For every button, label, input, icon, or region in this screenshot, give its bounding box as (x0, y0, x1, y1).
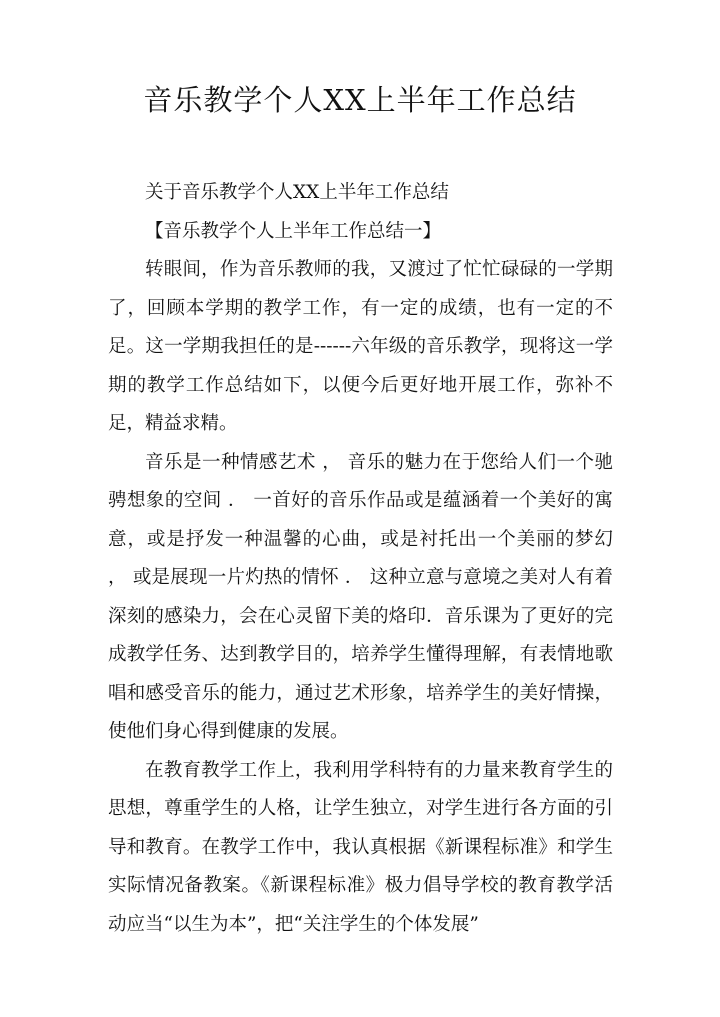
body-paragraph: 在教育教学工作上，我利用学科特有的力量来教育学生的思想，尊重学生的人格，让学生独立，对学生进行各方面的引导和教育。在教学工作中，我认真根据《新课程标准》和学生实际情况备教案。《新课程标准》极力倡导学校的教育教学活动应当“以生为本”，把“关注学生的个体发展” (108, 759, 613, 935)
body-paragraph: 转眼间，作为音乐教师的我，又渡过了忙忙碌碌的一学期了，回顾本学期的教学工作，有一定的成绩，也有一定的不足。这一学期我担任的是------六年级的音乐教学，现将这一学期的教学工作总结如下，以便今后更好地开展工作，弥补不足，精益求精。 (108, 259, 613, 434)
body-paragraph: 音乐是一种情感艺术 ， 音乐的魅力在于您给人们一个驰骋想象的空间 ． 一首好的音乐作品或是蕴涵着一个美好的寓意，或是抒发一种温馨的心曲，或是衬托出一个美丽的梦幻 ， 或是展现一片灼热的情怀 ． 这种立意与意境之美对人有着深刻的感染力，会在心灵留下美的烙印．音乐课为了更好的完成教学任务、达到教学目的，培养学生懂得理解，有表情地歌唱和感受音乐的能力，通过艺术形象，培养学生的美好情操，使他们身心得到健康的发展。 (108, 451, 613, 742)
subtitle-paragraph: 关于音乐教学个人XX上半年工作总结 (145, 182, 449, 203)
section-heading: 【音乐教学个人上半年工作总结一】 (145, 220, 442, 242)
document-body (108, 174, 613, 944)
document-title: 音乐教学个人XX上半年工作总结 (143, 83, 577, 117)
